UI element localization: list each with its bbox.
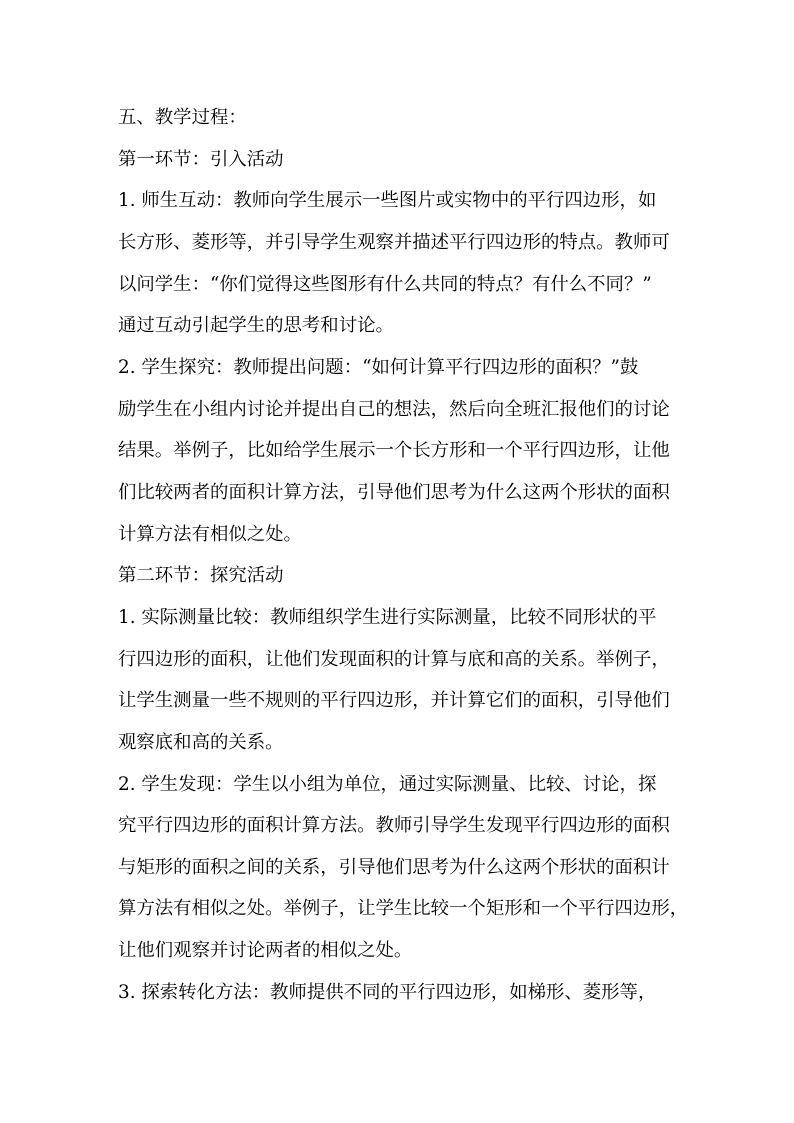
paragraph-line: 励学生在小组内讨论并提出自己的想法，然后向全班汇报他们的讨论 [118,398,670,420]
paragraph-line: 通过互动引起学生的思考和讨论。 [118,315,394,337]
paragraph-line: 结果。举例子，比如给学生展示一个长方形和一个平行四边形，让他 [118,440,670,462]
paragraph-line: 2. 学生探究：教师提出问题：“如何计算平行四边形的面积？”鼓 [118,356,639,378]
paragraph-line: 计算方法有相似之处。 [118,523,302,545]
paragraph-line: 与矩形的面积之间的关系，引导他们思考为什么这两个形状的面积计 [118,856,670,878]
paragraph-line: 行四边形的面积，让他们发现面积的计算与底和高的关系。举例子， [118,648,670,670]
stage-two-item-1 [118,597,718,764]
stage-two-item-3 [118,972,718,1014]
paragraph-line: 3. 探索转化方法：教师提供不同的平行四边形，如梯形、菱形等， [118,981,657,1003]
paragraph-line: 观察底和高的关系。 [118,731,284,753]
paragraph-line: 长方形、菱形等，并引导学生观察并描述平行四边形的特点。教师可 [118,231,670,253]
stage-one-title: 第一环节：引入活动 [118,148,284,170]
stage-one-item-2 [118,347,718,555]
paragraph-line: 1. 实际测量比较：教师组织学生进行实际测量，比较不同形状的平 [118,606,657,628]
paragraph-line: 让他们观察并讨论两者的相似之处。 [118,940,413,962]
paragraph-line: 2. 学生发现：学生以小组为单位，通过实际测量、比较、讨论，探 [118,773,657,795]
stage-two-item-2 [118,764,718,972]
paragraph-line: 算方法有相似之处。举例子，让学生比较一个矩形和一个平行四边形， [118,898,689,920]
paragraph-line: 以问学生：“你们觉得这些图形有什么共同的特点？有什么不同？” [118,273,652,295]
paragraph-line: 们比较两者的面积计算方法，引导他们思考为什么这两个形状的面积 [118,481,670,503]
paragraph-line: 让学生测量一些不规则的平行四边形，并计算它们的面积，引导他们 [118,690,670,712]
paragraph-line: 究平行四边形的面积计算方法。教师引导学生发现平行四边形的面积 [118,815,670,837]
stage-two-title: 第二环节：探究活动 [118,565,284,587]
document-body [118,97,718,1013]
stage-one-item-1 [118,180,718,347]
paragraph-line: 1. 师生互动：教师向学生展示一些图片或实物中的平行四边形，如 [118,190,657,212]
section-heading: 五、教学过程： [118,107,247,128]
